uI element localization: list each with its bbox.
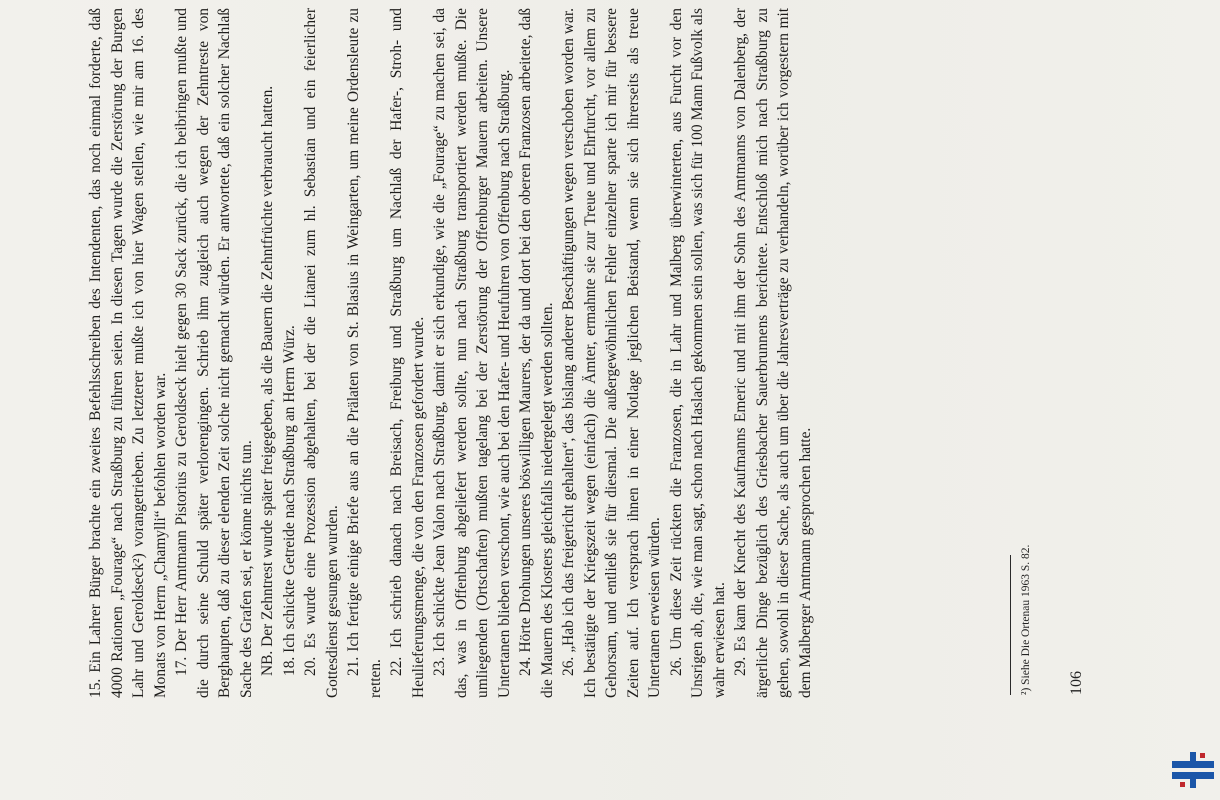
body-text xyxy=(85,8,816,698)
paragraph: 17. Der Herr Amtmann Pistorius zu Geroldseck hielt gegen 30 Sack zurück, die ich beibringen mußte und die durch seine Schuld später verlorengingen. Schrieb ihm zugleich auch wegen der Zehntreste von Berghaupten, daß zu dieser elenden Zeit solche nicht gemacht würden. Er antwortete, daß ein solcher Nachlaß Sache des Grafen sei, er könne nichts tun. xyxy=(173,8,255,698)
paragraph: 29. Es kam der Knecht des Kaufmanns Emeric und mit ihm der Sohn des Amtmanns von Dalenberg, der ärgerliche Dinge bezüglich des Griesbacher Sauerbrunnens berichtete. Entschloß mich nach Straßburg zu gehen, sowohl in dieser Sache, als auch um über die Jahresverträge zu verhandeln, worüber ich vorgestern mit dem Malberger Amtmann gesprochen hatte. xyxy=(732,8,814,698)
footnote: ²) Siehe Die Ortenau 1963 S. 82. xyxy=(1020,544,1032,695)
paragraph: 22. Ich schrieb danach nach Breisach, Freiburg und Straßburg um Nachlaß der Hafer-, Stroh- und Heulieferungsmenge, die von den Franzosen gefordert wurde. xyxy=(388,8,427,698)
paragraph: 21. Ich fertigte einige Briefe aus an die Prälaten von St. Blasius in Weingarten, um meine Ordensleute zu retten. xyxy=(345,8,384,698)
paragraph: 15. Ein Lahrer Bürger brachte ein zweites Befehlsschreiben des Intendenten, das noch einmal forderte, daß 4000 Rationen „Fourage“ nach Straßburg zu führen seien. In diesen Tagen wurde die Zerstörung der Burgen Lahr und Geroldseck²) vorangetrieben. Zu letzterer mußte ich von hier Wagen stellen, wie mir am 16. des Monats von Herrn „Chamylli“ befohlen worden war. xyxy=(87,8,169,698)
source-url-link[interactable] xyxy=(1168,0,1186,370)
paragraph: 23. Ich schickte Jean Valon nach Straßburg, damit er sich erkundige, wie die „Fourage“ zu machen sei, da das, was in Offenburg abgeliefert werden sollte, nun nach Straßburg transportiert werden mußte. Die umliegenden (Ortschaften) mußten tagelang bei der Zerstörung der Offenburger Mauern arbeiten. Unsere Untertanen blieben verschont, wie auch bei den Hafer- und Heufuhren von Offenburg nach Straßburg. xyxy=(431,8,513,698)
copyright-notice xyxy=(1186,0,1204,370)
paragraph: NB. Der Zehntrest wurde später freigegeben, als die Bauern die Zehntfrüchte verbraucht hatten. xyxy=(259,85,276,676)
page-number: 106 xyxy=(1068,671,1085,695)
paragraph: 18. Ich schickte Getreide nach Straßburg an Herrn Würz. xyxy=(280,325,298,676)
paragraph: 26. Um diese Zeit rückten die Franzosen, die in Lahr und Malberg überwinterten, aus Furcht vor den Unsrigen ab, die, wie man sagt, schon nach Haslach gekommen sein sollen, was sich für 100 Mann Fußvolk als wahr erwiesen hat. xyxy=(667,8,728,698)
library-margin-note xyxy=(1168,0,1204,370)
paragraph: 24. Hörte Drohungen unseres böswilligen Maurers, der da und dort bei den oberen Franzosen arbeitete, daß die Mauern des Klosters gleichfalls niedergelegt werden sollten. xyxy=(517,8,556,698)
footnote-divider xyxy=(1010,555,1011,695)
paragraph: 26. „Hab ich das freigericht gehalten“, das bislang anderer Beschäftigungen wegen verschoben worden war. Ich bestätigte der Kriegszeit wegen (einfach) die Ämter, ermahnte sie zur Treue und Ehrfurcht, vor allem zu Gehorsam, und entließ sie für diesmal. Die außergewöhnlichen Fehler einzelner sparte ich mir für bessere Zeiten auf. Ich versprach ihnen in einer Notlage jeglichen Beistand, wenn sie sich ihrerseits als treue Untertanen erweisen würden. xyxy=(560,8,663,698)
library-logo-icon xyxy=(1172,750,1214,790)
paragraph: 20. Es wurde eine Prozession abgehalten, bei der die Litanei zum hl. Sebastian und ein feierlicher Gottesdienst gesungen wurden. xyxy=(302,8,341,698)
